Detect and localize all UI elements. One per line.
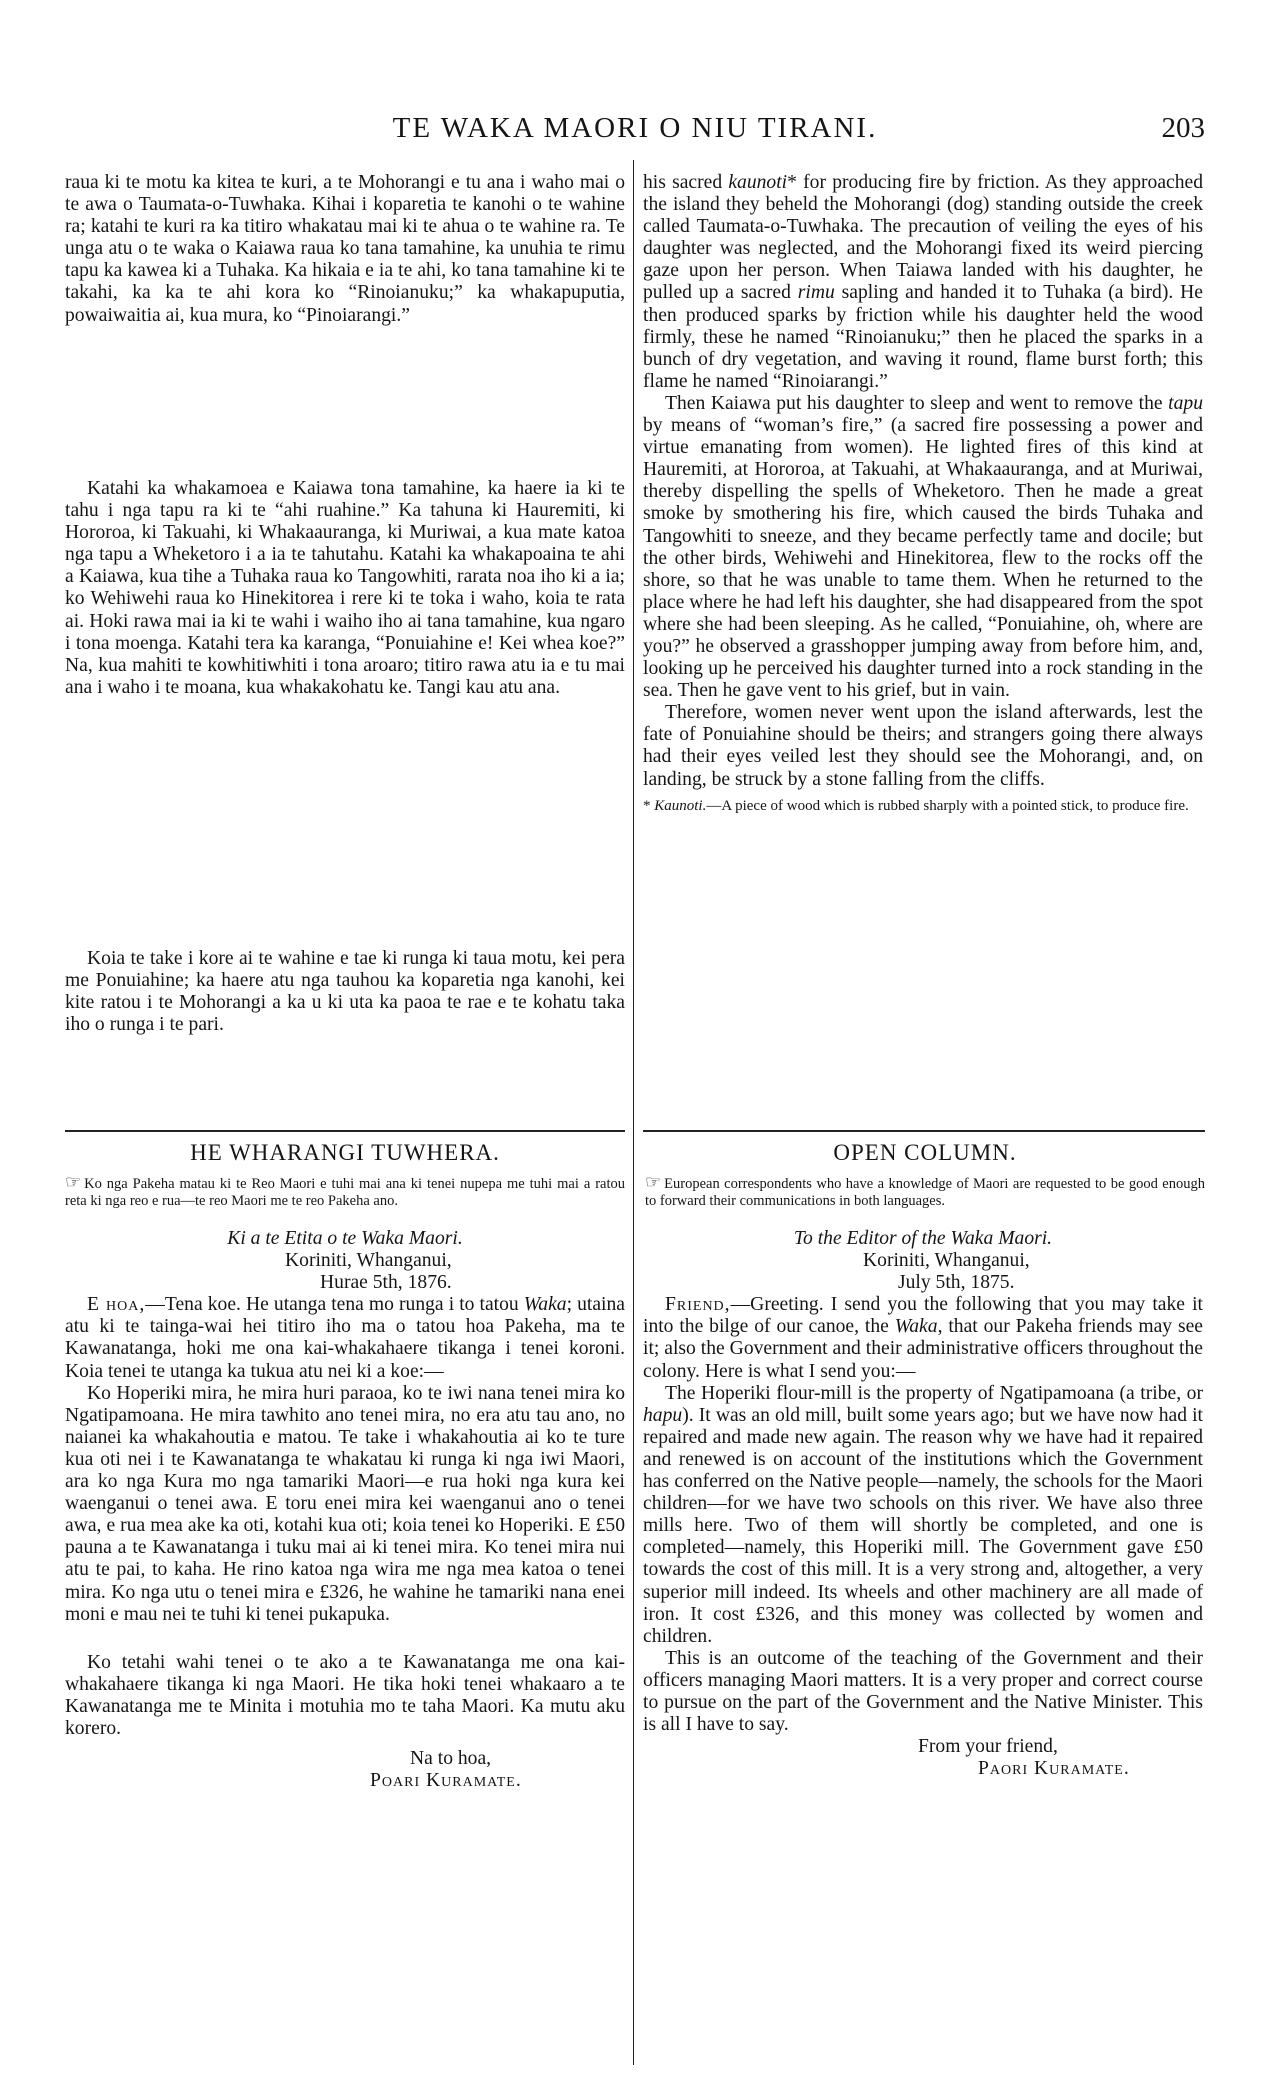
maori-paragraph-3: Koia te take i kore ai te wahine e tae ki runga ki taua motu, kei pera me Ponuiahine; ka haere atu nga tauhou ka koparetia nga kanohi, kei kite ratou i te Mohorangi a ka u ki uta ka paoa te rae e te kohatu taka iho o runga i te pari. <box>65 948 625 1036</box>
maori-letter <box>65 1228 625 1792</box>
english-address-line2: July 5th, 1875. <box>898 1272 1015 1294</box>
english-paragraph-1: his sacred kaunoti* for producing fire by friction. As they approached the island they beheld the Mohorangi (dog) standing outside the creek called Taumata-o-Tuwhaka. The precaution of veiling the eyes of his daughter was neglected, and the Mohorangi fixed its weird piercing gaze upon her person. When Taiawa landed with his daughter, he pulled up a sacred rimu sapling and handed it to Tuhaka (a bird). He then produced sparks by friction while his daughter held the wood firmly, these he named “Rinoianuku;” then he placed the sparks in a bunch of dry vegetation, and waving it round, flame burst forth; this flame he named “Rinoiarangi.” <box>643 172 1204 392</box>
pointing-hand-icon: ☞ <box>65 1172 82 1192</box>
section-rule-left <box>65 1130 625 1132</box>
english-letter-paragraph-2: The Hoperiki flour-mill is the property of Ngatipamoana (a tribe, or hapu). It was an old mill, built some years ago; but we have now had it repaired and made new again. The reason why we have had it repaired and renewed is on account of the institutions which the Government has conferred on the Native people—namely, the schools for the Maori children—for we have two schools on this river. We have also three mills here. Two of them will shortly be completed, and one is completed—namely, this Hoperiki mill. The Government gave £50 towards the cost of this mill. It is a very strong and, altogether, a very superior mill indeed. Its wheels and other machinery are all made of iron. It cost £326, and this money was collected by women and children. <box>643 1382 1203 1647</box>
maori-address-line1: Koriniti, Whanganui, <box>285 1250 452 1272</box>
english-salutation: To the Editor of the Waka Maori. <box>793 1228 1053 1249</box>
maori-letter-paragraph-1: E hoa,—Tena koe. He utanga tena mo runga i to tatou Waka; utaina atu ki te tainga-wai hei titiro iho ma o tatou hoa Pakeha, ma te Kawanatanga, hoki me ona kai-whakahaere tikanga i tenei koroni. Koia tenei te utanga ka tukua atu nei ki a koe:— <box>65 1294 625 1382</box>
english-letter <box>643 1228 1203 1780</box>
top-left-column-3 <box>65 948 625 1036</box>
maori-letter-paragraph-3: Ko tetahi wahi tenei o te ako a te Kawanatanga me ona kai-whakahaere tikanga ki nga Maori. He tika hoki tenei whakaaro a te Kawanatanga me te Minita i motuhia mo te taha Maori. Ka mutu aku korero. <box>65 1651 625 1739</box>
english-signature: Paori Kuramate. <box>978 1758 1130 1780</box>
page-number: 203 <box>1161 112 1205 144</box>
page-header <box>65 112 1205 152</box>
english-paragraph-2: Then Kaiawa put his daughter to sleep and went to remove the tapu by means of “woman’s fire,” (a sacred fire possessing a power and virtue emanating from women). He lighted fires of this kind at Hauremiti, at Hororoa, at Takuahi, at Whakaauranga, and at Muriwai, thereby dispelling the spells of Wheketoro. Then he made a great smoke by smothering his fire, which caused the birds Tuhaka and Tangowhiti to sneeze, and they became perfectly tame and docile; but the other birds, Wehiwehi and Hinekitorea, flew to the rocks off the shore, so that he was unable to tame them. When he returned to the place where he had left his daughter, she had disappeared from the spot where she had been sleeping. As he called, “Ponuiahine, oh, where are you?” he observed a grasshopper jumping away from before him, and, looking up he perceived his daughter turned into a rock standing in the sea. Then he gave vent to his grief, but in vain. <box>643 392 1203 702</box>
maori-paragraph-1: raua ki te motu ka kitea te kuri, a te Mohorangi e tu ana i waho mai o te awa o Taumata-o-Tuwhaka. Kihai i koparetia te kanohi o te wahine ra; katahi te kuri ra ka titiro whakatau mai ki te ahua o te wahine ra. Te unga atu o te waka o Kaiawa raua ko tana tamahine, ka unuhia te rimu tapu ka kawea ki a Tuhaka. Ka hikaia e ia te ahi, ko tana tamahine ki te takahi, ka ka te ahi kora ko “Rinoianuku;” ka whakapuputia, powaiwaitia ai, kua mura, ko “Pinoiarangi.” <box>65 172 625 326</box>
maori-paragraph-2: Katahi ka whakamoea e Kaiawa tona tamahine, ka haere ia ki te tahu i nga tapu ra ki te “ahi ruahine.” Ka tahuna ki Hauremiti, ki Hororoa, ki Takuahi, ki Whakaauranga, ki Muriwai, a kua mate katoa nga tapu a Wheketoro i a ia te tahutahu. Katahi ka whakapoaina te ahi a Kaiawa, kua tihe a Tuhaka raua ko Tangowhiti, rarata noa iho ki a ia; ko Wehiwehi raua ko Hinekitorea i rere ki te toka i waho, koia te rata ai. Hoki rawa mai ia ki te wahi i waiho iho ai tana tamahine, kua ngaro i tona moenga. Katahi tera ka karanga, “Ponuiahine e! Kei whea koe?” Na, kua mahiti te kowhitiwhiti i tona aroaro; titiro rawa atu ia e tu mai ana i waho i te moana, kua whakakohatu ke. Tangi kau atu ana. <box>65 478 625 698</box>
english-notice: ☞ European correspondents who have a knowledge of Maori are requested to be good enough to forward their communications in both languages. <box>645 1172 1205 1209</box>
maori-section-heading: HE WHARANGI TUWHERA. <box>190 1140 500 1165</box>
page-title: TE WAKA MAORI O NIU TIRANI. <box>392 112 878 144</box>
maori-notice: ☞ Ko nga Pakeha matau ki te Reo Maori e tuhi mai ana ki tenei nupepa me tuhi mai a ratou reta ki nga reo e rua—te reo Maori me te reo Pakeha ano. <box>65 1172 625 1209</box>
section-rule-right <box>643 1130 1205 1132</box>
maori-salutation: Ki a te Etita o te Waka Maori. <box>227 1228 463 1249</box>
english-letter-paragraph-3: This is an outcome of the teaching of the Government and their officers managing Maori matters. It is a very proper and correct course to pursue on the part of the Government and the Native Minister. This is all I have to say. <box>643 1647 1203 1736</box>
maori-signature: Poari Kuramate. <box>370 1770 522 1792</box>
footnote: * Kaunoti.—A piece of wood which is rubbed sharply with a pointed stick, to produce fire. <box>643 797 1189 814</box>
maori-address-line2: Hurae 5th, 1876. <box>320 1272 452 1294</box>
column-divider <box>633 160 634 2065</box>
pointing-hand-icon: ☞ <box>645 1172 662 1192</box>
english-letter-paragraph-1: Friend,—Greeting. I send you the following that you may take it into the bilge of our canoe, the Waka, that our Pakeha friends may see it; also the Government and their administrative officers throughout the colony. Here is what I send you:— <box>643 1294 1203 1382</box>
english-closing: From your friend, <box>918 1736 1058 1758</box>
top-right-column <box>643 172 1203 815</box>
english-section-heading: OPEN COLUMN. <box>833 1140 1017 1165</box>
english-address-line1: Koriniti, Whanganui, <box>863 1250 1030 1272</box>
top-left-column-2 <box>65 478 625 699</box>
maori-letter-paragraph-2: Ko Hoperiki mira, he mira huri paraoa, ko te iwi nana tenei mira ko Ngatipamoana. He mira tawhito ano tenei mira, no era atu tau ano, no naianei ka whakahoutia e matou. Te take i whakahoutia ai ko te ture kua oti nei i te Kawanatanga te whakatau ki runga ki nga iwi Maori, ara ko nga Kura mo nga tamariki Maori—e rua hoki nga kura kei waenganui o tenei awa. E toru enei mira kei waenganui ano o tenei awa, e rua mea ake ka oti, kotahi kua oti; koia tenei ko Hoperiki. E £50 pauna a te Kawanatanga i tuku mai ai ki tenei mira. Ko tenei mira nui atu te pai, to kaha. He rino katoa nga wira me nga mea katoa o tenei mira. Ko nga utu o tenei mira e £326, he wahine he tamariki nana enei moni e mau nei te tuhi ki tenei pukapuka. <box>65 1382 625 1625</box>
maori-closing: Na to hoa, <box>410 1748 492 1770</box>
top-left-column <box>65 172 625 327</box>
english-paragraph-3: Therefore, women never went upon the island afterwards, lest the fate of Ponuiahine should be theirs; and strangers going there always had their eyes veiled lest they should see the Mohorangi, and, on landing, be struck by a stone falling from the cliffs. <box>643 702 1203 790</box>
